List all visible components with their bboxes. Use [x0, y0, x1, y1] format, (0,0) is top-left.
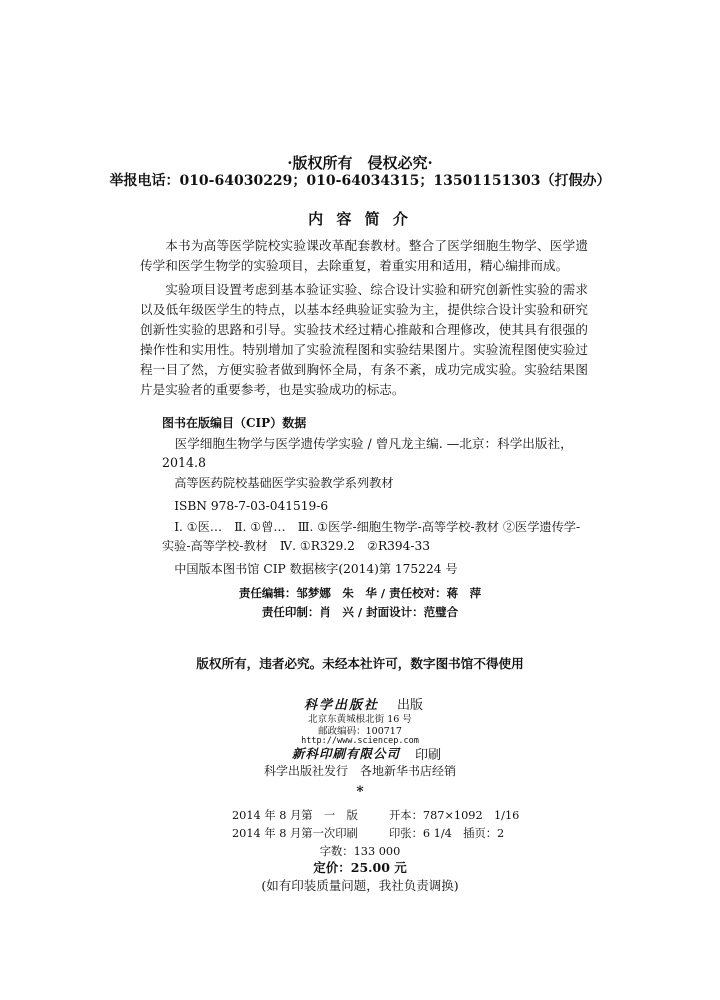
copyright-slogan: ·版权所有 侵权必究· — [287, 154, 433, 172]
distribution-line: 科学出版社发行 各地新华书店经销 — [263, 764, 456, 778]
publisher-suffix: 出版 — [397, 698, 424, 713]
cip-entry: 医学细胞生物学与医学遗传学实验 / 曾凡龙主编. —北京：科学出版社，2014.8 — [162, 436, 573, 470]
abstract-paragraph-2: 实验项目设置考虑到基本验证实验、综合设计实验和研究创新性实验的需求以及低年级医学生的特点，以基本经典验证实验为主，提供综合设计实验和研究创新性实验的思路和引导。实验技术经过精心推敲和合理修改，使其具有很强的操作性和实用性。特别增加了实验流程图和实验结果图片。实验流程图使实验过程一目了然，方便实验者做到胸怀全局，有条不紊，成功完成实验。实验结果图片是实验者的重要参考，也是实验成功的标志。 — [140, 282, 588, 397]
cip-isbn: ISBN 978-7-03-041519-6 — [174, 499, 329, 513]
edition-row-2 — [232, 826, 505, 842]
edition-date: 2014 年 8 月第 一 版 — [232, 809, 358, 822]
editors-line-1: 责任编辑：邹梦娜 朱 华 / 责任校对：蒋 萍 — [238, 586, 482, 600]
publisher-url: http://www.sciencep.com — [301, 736, 419, 746]
edition-row-1 — [232, 808, 520, 824]
cip-title: 图书在版编目（CIP）数据 — [162, 416, 307, 430]
publisher-address: 北京东黄城根北街 16 号 — [308, 714, 412, 725]
quality-notice: (如有印装质量问题，我社负责调换) — [261, 878, 459, 893]
cip-series: 高等医药院校基础医学实验教学系列教材 — [174, 476, 394, 490]
separator-star: * — [356, 784, 364, 800]
abstract-paragraph-1: 本书为高等医学院校实验课改革配套教材。整合了医学细胞生物学、医学遗传学和医学生物学的实验项目，去除重复，着重实用和适用，精心编排而成。 — [140, 238, 588, 273]
format-size: 开本：787×1092 1/16 — [389, 809, 520, 822]
abstract-title: 内 容 简 介 — [308, 210, 412, 228]
publisher-name: 科学出版社 — [304, 698, 380, 713]
cip-record-number: 中国版本图书馆 CIP 数据核字(2014)第 175224 号 — [174, 562, 458, 576]
editors-line-2: 责任印制：肖 兴 / 封面设计：范璧合 — [261, 605, 459, 619]
rights-notice: 版权所有，违者必究。未经本社许可，数字图书馆不得使用 — [196, 656, 524, 671]
sheets-count: 印张：6 1/4 插页：2 — [389, 827, 505, 840]
printer-suffix: 印刷 — [415, 748, 442, 763]
printing-date: 2014 年 8 月第一次印刷 — [232, 827, 358, 840]
cip-classification: Ⅰ. ①医… Ⅱ. ①曾… Ⅲ. ①医学-细胞生物学-高等学校-教材 ②医学遗传学-实验-高等学校-教材 Ⅳ. ①R329.2 ②R394-33 — [162, 520, 581, 553]
publisher-postcode: 邮政编码：100717 — [318, 726, 402, 737]
word-count: 字数：133 000 — [319, 845, 401, 858]
report-hotline: 举报电话：010-64030229；010-64034315；13501151303（打假办） — [109, 173, 611, 189]
printer-name: 新科印刷有限公司 — [292, 746, 401, 761]
price: 定价：25.00 元 — [313, 860, 407, 875]
